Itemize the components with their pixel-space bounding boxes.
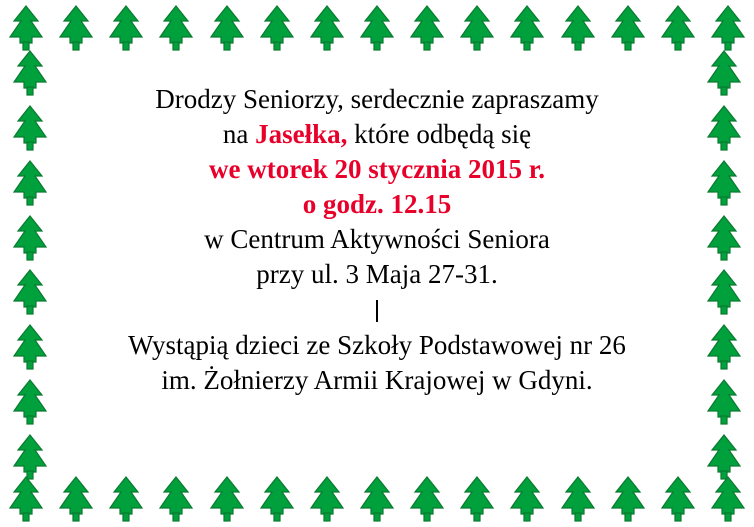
event-address: przy ul. 3 Maja 27-31.	[256, 259, 498, 289]
christmas-tree-icon	[702, 215, 746, 261]
christmas-tree-icon	[505, 476, 549, 522]
christmas-tree-icon	[405, 5, 449, 51]
christmas-tree-icon	[455, 476, 499, 522]
christmas-tree-icon	[702, 324, 746, 370]
christmas-tree-icon	[405, 476, 449, 522]
border-left-trees	[4, 50, 56, 480]
christmas-tree-icon	[355, 476, 399, 522]
invitation-line-1: Drodzy Seniorzy, serdecznie zapraszamy	[155, 84, 599, 114]
christmas-tree-icon	[154, 476, 198, 522]
christmas-tree-icon	[4, 476, 48, 522]
event-name-highlight: Jasełka,	[255, 119, 348, 149]
christmas-tree-icon	[8, 105, 52, 151]
invitation-line-2	[223, 117, 531, 152]
christmas-tree-icon	[556, 476, 600, 522]
christmas-tree-icon	[606, 5, 650, 51]
christmas-tree-icon	[104, 5, 148, 51]
christmas-tree-icon	[54, 476, 98, 522]
christmas-tree-icon	[702, 379, 746, 425]
christmas-tree-icon	[255, 476, 299, 522]
christmas-tree-icon	[556, 5, 600, 51]
event-time: o godz. 12.15	[302, 189, 452, 219]
line2-prefix: na	[222, 119, 256, 149]
christmas-tree-icon	[8, 269, 52, 315]
christmas-tree-icon	[205, 476, 249, 522]
christmas-tree-icon	[702, 50, 746, 96]
christmas-tree-icon	[305, 5, 349, 51]
christmas-tree-icon	[505, 5, 549, 51]
line2-suffix: które odbędą się	[347, 119, 532, 149]
christmas-tree-icon	[8, 50, 52, 96]
christmas-tree-icon	[656, 476, 700, 522]
christmas-tree-icon	[706, 5, 750, 51]
christmas-tree-icon	[8, 215, 52, 261]
performers-line-2: im. Żołnierzy Armii Krajowej w Gdyni.	[161, 365, 593, 395]
event-date: we wtorek 20 stycznia 2015 r.	[209, 154, 545, 184]
christmas-tree-icon	[8, 324, 52, 370]
christmas-tree-icon	[8, 379, 52, 425]
christmas-tree-icon	[8, 160, 52, 206]
christmas-tree-icon	[4, 5, 48, 51]
event-venue: w Centrum Aktywności Seniora	[204, 224, 550, 254]
border-top-trees	[4, 2, 750, 54]
christmas-tree-icon	[205, 5, 249, 51]
christmas-tree-icon	[54, 5, 98, 51]
christmas-tree-icon	[706, 476, 750, 522]
christmas-tree-icon	[305, 476, 349, 522]
christmas-tree-icon	[702, 160, 746, 206]
divider	[376, 300, 378, 322]
performers-line-1: Wystąpią dzieci ze Szkoły Podstawowej nr 26	[128, 330, 626, 360]
christmas-tree-icon	[702, 105, 746, 151]
border-right-trees	[698, 50, 750, 480]
christmas-tree-icon	[355, 5, 399, 51]
invitation-text-block	[62, 56, 692, 471]
christmas-tree-icon	[606, 476, 650, 522]
christmas-tree-icon	[104, 476, 148, 522]
christmas-tree-icon	[656, 5, 700, 51]
christmas-tree-icon	[154, 5, 198, 51]
border-bottom-trees	[4, 473, 750, 525]
christmas-tree-icon	[702, 269, 746, 315]
christmas-tree-icon	[455, 5, 499, 51]
christmas-tree-icon	[255, 5, 299, 51]
